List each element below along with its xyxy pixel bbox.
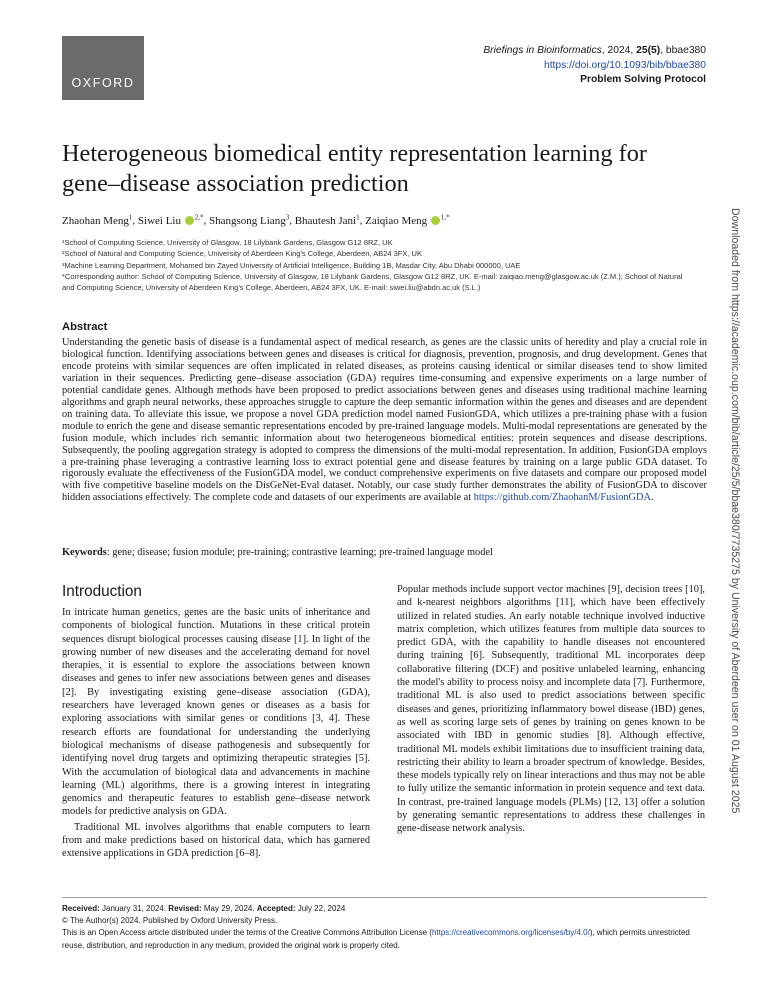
author[interactable]: Bhautesh Jani$^1$ xyxy=(294,213,360,227)
author[interactable]: Zaiqiao Meng $^{1,*}$ xyxy=(365,213,450,227)
code-link[interactable]: https://github.com/ZhaohanM/FusionGDA xyxy=(473,492,651,504)
abstract-heading: Abstract xyxy=(62,321,108,333)
journal-year: , 2024, xyxy=(601,45,637,56)
abstract-body: Understanding the genetic basis of disease is a fundamental aspect of medical research, as genes are the classic units of heredity and play a crucial role in biological function. Identifying associations between genes and diseases is critical for diagnosis, prevention, prognosis, and drug development. Genes that encode proteins with similar sequences are often implicated in related diseases, as proteins causing identical or similar diseases tend to show limited variation in their sequences. Predicting gene–disease association (GDA) requires time-consuming and expensive experiments on a large number of potential candidate genes. Although methods have been proposed to predict associations between genes and diseases using traditional machine learning algorithms and graph neural networks, these approaches struggle to capture the deep semantic information within the genes and diseases and are dependent on training data. To alleviate this issue, we propose a novel GDA prediction model named FusionGDA, which utilizes a pre-training phase with a fusion module to enrich the gene and disease semantic representations encoded by pre-trained language models. Multi-modal representations are generated by the fusion module, which includes rich semantic information about two heterogeneous biomedical entities: protein sequences and disease descriptions. Subsequently, the pooling aggregation strategy is adopted to compress the dimensions of the multi-modal representation. In addition, FusionGDA employs a pre-training phase leveraging a contrastive learning loss to extract potential gene and disease features by training on a large public GDA dataset. To rigorously evaluate the effectiveness of the FusionGDA model, we conduct comprehensive experiments on five datasets and compare our proposed model with five competitive baseline models on the DisGeNet-Eval dataset. Notably, our case study further demonstrates the ability of FusionGDA to discover hidden associations effectively. The complete code and datasets of our experiments are available at https://github.com/ZhaohanM/FusionGDA. xyxy=(62,337,707,504)
affiliation: ¹School of Computing Science, University of Glasgow, 18 Lilybank Gardens, Glasgow G12 8RZ, UK xyxy=(62,238,393,247)
journal-citation xyxy=(483,44,706,59)
publisher-name: OXFORD xyxy=(71,76,135,90)
keywords-list: : gene; disease; fusion module; pre-training; contrastive learning; pre-trained language model xyxy=(106,547,493,558)
license-link[interactable]: https://creativecommons.org/licenses/by/4.0/ xyxy=(431,928,590,938)
paragraph: Popular methods include support vector machines [9], decision trees [10], and k-nearest neighbors algorithms [11], which have been effectively utilized in related studies. An early notable technique involved inductive matrix completion, which utilizes features from multiple data sources to predict GDA, with the capability to handle diseases not encountered during training [6]. Subsequently, traditional ML incorporates deep collaborative filtering (DCF) and positive unlabeled learning, enhancing the model's ability to process noisy and incomplete data [7]. Furthermore, traditional ML is also used to predict associations between specific diseases and genes, prioritizing inflammatory bowel disease (IBD) genes, as well as scoring large sets of genes by training on genes known to be associated with IBD in genomic studies [8]. Although effective, traditional ML models exhibit limitations due to insufficient training data, restricting their ability to learn a broader spectrum of knowledge. Besides, these models typically rely on linear interactions and thus may not be able to fully utilize the semantic information in protein sequence and text data. In contrast, pre-trained language models (PLMs) [12, 13] offer a solution by generating semantic representations to address these challenges in gene-disease network analysis. xyxy=(397,584,705,835)
dates: Received: January 31, 2024. Revised: May 29, 2024. Accepted: July 22, 2024 xyxy=(62,904,346,913)
affiliations xyxy=(62,237,694,293)
journal-name: Briefings in Bioinformatics xyxy=(483,45,602,56)
intro-heading: Introduction xyxy=(62,583,142,600)
article-type: Problem Solving Protocol xyxy=(580,74,706,85)
keywords-label: Keywords xyxy=(62,547,107,558)
author[interactable]: Siwei Liu $^{2,*}$ xyxy=(137,213,204,227)
paragraph: In intricate human genetics, genes are the basic units of inheritance and components of biological function. Mutations in these critical protein sequences disrupt biological processes causing disease [1]. In light of the growing number of new diseases and the accelerating demand for novel therapies, it is essential to explore the associations between known diseases and genes to infer new associations between genes and diseases [2]. By investigating existing gene–disease association (GDA), researchers have leveraged known genes or diseases as a basis for exploring associations with similar genes or conditions [3, 4]. These research efforts are foundational for understanding the underlying biological mechanisms of disease pathogenesis and subsequently for identifying novel drug targets and optimizing therapeutic strategies [5]. With the accumulation of biological data and advancements in machine learning (ML) algorithms, there is a growing interest in integrating genomics and therapeutic features to establish gene–disease network models for predictive analysis on GDA. xyxy=(62,607,370,818)
journal-volume: 25(5) xyxy=(636,45,661,56)
orcid-icon[interactable] xyxy=(431,216,440,225)
corresponding-author: *Corresponding author: School of Computing Science, University of Glasgow, 18 Lilybank Gardens, Glasgow G12 8RZ, UK. E-mail: zaiqiao.meng@glasgow.ac.uk (Z.M.); School of Natural and Computing Science, University of Aberdeen King's College, Aberdeen, AB24 3FX, UK. E-mail: siwei.liu@abdn.ac.uk (S.L.) xyxy=(62,271,683,293)
license: This is an Open Access article distributed under the terms of the Creative Commons Attribution License (https://creativecommons.org/licenses/by/4.0/), which permits unrestricted reuse, distribution, and reproduction in any medium, provided the original work is properly cited. xyxy=(62,928,690,950)
journal-header xyxy=(483,44,706,88)
affiliation: ²School of Natural and Computing Science, University of Aberdeen King's College, Aberdeen, AB24 3FX, UK xyxy=(62,249,422,259)
copyright: © The Author(s) 2024. Published by Oxford University Press. xyxy=(62,916,278,926)
download-watermark: Downloaded from https://academic.oup.com/bib/article/25/5/bbae380/7735275 by University of Aberdeen user on 01 August 2025 xyxy=(729,208,741,814)
paragraph: Traditional ML involves algorithms that enable computers to learn from and make predictions based on historical data, which has garnered extensive applications in GDA prediction [6–8]. xyxy=(62,821,370,860)
article-footer xyxy=(62,903,712,952)
paper-title: Heterogeneous biomedical entity representation learning for gene–disease association prediction xyxy=(62,140,647,197)
journal-article-id: , bbae380 xyxy=(660,45,706,56)
orcid-icon[interactable] xyxy=(185,216,194,225)
doi-link[interactable]: https://doi.org/10.1093/bib/bbae380 xyxy=(543,59,706,71)
oxford-logo xyxy=(62,36,144,100)
left-column xyxy=(62,583,370,861)
author[interactable]: Zhaohan Meng$^1$ xyxy=(62,213,133,227)
keywords xyxy=(62,547,707,559)
affiliation: ³Machine Learning Department, Mohamed bin Zayed University of Artificial Intelligence, Building 1B, Masdar City, Abu Dhabi 000000, UAE xyxy=(62,260,521,270)
author-list: Zhaohan Meng$^1$, Siwei Liu $^{2,*}$, Shangsong Liang$^3$, Bhautesh Jani$^1$, Zaiqiao Meng $^{1,*}$ xyxy=(62,213,450,227)
right-column xyxy=(397,583,705,836)
author[interactable]: Shangsong Liang$^3$ xyxy=(209,213,290,227)
footer-divider xyxy=(62,897,707,898)
